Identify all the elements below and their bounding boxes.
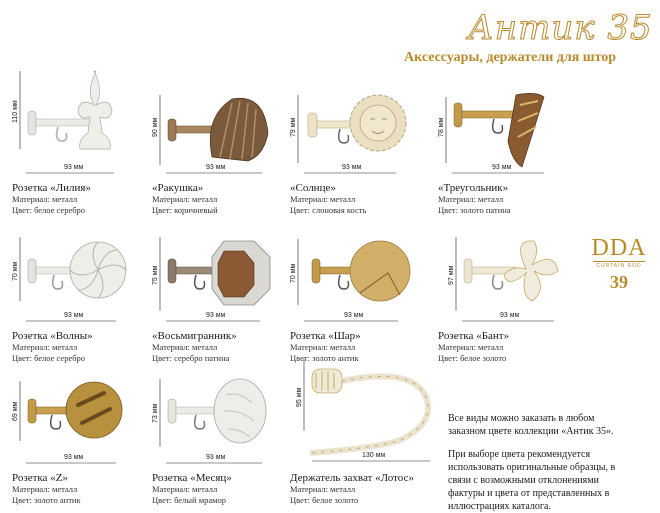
liliya-illustration xyxy=(12,65,152,177)
item-color: Цвет: золото антик xyxy=(290,353,359,363)
item-material: Материал: металл xyxy=(438,342,504,352)
height-label: 79 мм xyxy=(290,117,297,137)
mesyac-illustration xyxy=(152,375,292,465)
item-color: Цвет: слоновая кость xyxy=(290,205,367,215)
product-card-mesyac xyxy=(152,375,292,505)
width-label: 93 мм xyxy=(342,164,362,171)
volny-illustration xyxy=(12,233,152,323)
width-label: 93 мм xyxy=(206,454,226,461)
width-label: 93 мм xyxy=(344,312,364,319)
width-label: 93 мм xyxy=(492,164,512,171)
product-card-vosmigrannik xyxy=(152,233,292,363)
item-color: Цвет: белое серебро xyxy=(12,353,86,363)
item-name: Розетка «Z» xyxy=(12,472,68,484)
item-name: Держатель захват «Лотос» xyxy=(290,472,414,484)
shar-illustration xyxy=(290,233,430,323)
item-name: Розетка «Волны» xyxy=(12,330,93,342)
product-card-solnce xyxy=(290,65,430,215)
height-label: 78 мм xyxy=(438,117,445,137)
item-material: Материал: металл xyxy=(12,342,78,352)
item-color: Цвет: белое серебро xyxy=(12,205,86,215)
solnce-illustration xyxy=(290,65,430,177)
item-name: Розетка «Месяц» xyxy=(152,472,232,484)
item-color: Цвет: золото патина xyxy=(438,205,511,215)
item-material: Материал: металл xyxy=(438,194,504,204)
lotos-illustration xyxy=(290,353,440,465)
order-note: Все виды можно заказать в любом заказном цвете коллекции «Антик 35». xyxy=(448,413,614,437)
item-name: Розетка «Лилия» xyxy=(12,182,91,194)
item-name: «Солнце» xyxy=(290,182,336,194)
item-color: Цвет: золото антик xyxy=(12,495,81,505)
bant-illustration xyxy=(438,233,578,323)
width-label: 130 мм xyxy=(362,452,386,459)
item-material: Материал: металл xyxy=(12,194,78,204)
product-card-rakushka xyxy=(152,65,292,215)
height-label: 90 мм xyxy=(152,117,159,137)
brand-tagline: CURTAIN ROD xyxy=(593,261,645,269)
item-name: Розетка «Бант» xyxy=(438,330,510,342)
item-name: «Треугольник» xyxy=(438,182,509,194)
product-card-z xyxy=(12,375,152,505)
product-card-lotos xyxy=(290,353,430,505)
item-name: «Восьмигранник» xyxy=(152,330,237,342)
height-label: 69 мм xyxy=(12,401,19,421)
item-color: Цвет: белый мрамор xyxy=(152,495,226,505)
product-card-bant xyxy=(438,233,578,363)
product-card-volny xyxy=(12,233,152,363)
item-material: Материал: металл xyxy=(12,484,78,494)
item-material: Материал: металл xyxy=(290,194,356,204)
width-label: 93 мм xyxy=(64,454,84,461)
rakushka-illustration xyxy=(152,65,292,177)
item-name: Розетка «Шар» xyxy=(290,330,361,342)
vosmigrannik-illustration xyxy=(152,233,292,323)
treugolnik-illustration xyxy=(438,65,578,177)
height-label: 75 мм xyxy=(152,265,159,285)
height-label: 110 мм xyxy=(12,100,19,123)
item-material: Материал: металл xyxy=(290,342,356,352)
width-label: 93 мм xyxy=(206,312,226,319)
width-label: 93 мм xyxy=(500,312,520,319)
item-material: Материал: металл xyxy=(152,484,218,494)
page-subtitle: Аксессуары, держатели для штор xyxy=(404,50,617,65)
product-card-liliya xyxy=(12,65,152,215)
page-number: 39 xyxy=(610,272,628,292)
item-material: Материал: металл xyxy=(290,484,356,494)
brand-block xyxy=(589,236,649,293)
height-label: 70 мм xyxy=(12,261,19,281)
width-label: 93 мм xyxy=(206,164,226,171)
width-label: 93 мм xyxy=(64,164,84,171)
height-label: 95 мм xyxy=(296,387,303,407)
product-card-shar xyxy=(290,233,430,363)
brand-logo: DDA xyxy=(591,235,647,261)
item-color: Цвет: серебро патина xyxy=(152,353,230,363)
product-card-treugolnik xyxy=(438,65,578,215)
height-label: 97 мм xyxy=(448,265,455,285)
item-color: Цвет: коричневый xyxy=(152,205,218,215)
height-label: 73 мм xyxy=(152,403,159,423)
item-color: Цвет: белое золото xyxy=(290,495,359,505)
color-note: При выборе цвета рекомендуется использовать оригинальные образцы, в связи с возможными отклонениями фактуры и цвета от представленных в иллюстрациях каталога. xyxy=(448,449,616,512)
item-name: «Ракушка» xyxy=(152,182,204,194)
height-label: 70 мм xyxy=(290,263,297,283)
item-color: Цвет: белое золото xyxy=(438,353,507,363)
z-illustration xyxy=(12,375,152,465)
width-label: 93 мм xyxy=(64,312,84,319)
collection-title: Антик 35 xyxy=(468,8,653,48)
item-material: Материал: металл xyxy=(152,194,218,204)
item-material: Материал: металл xyxy=(152,342,218,352)
